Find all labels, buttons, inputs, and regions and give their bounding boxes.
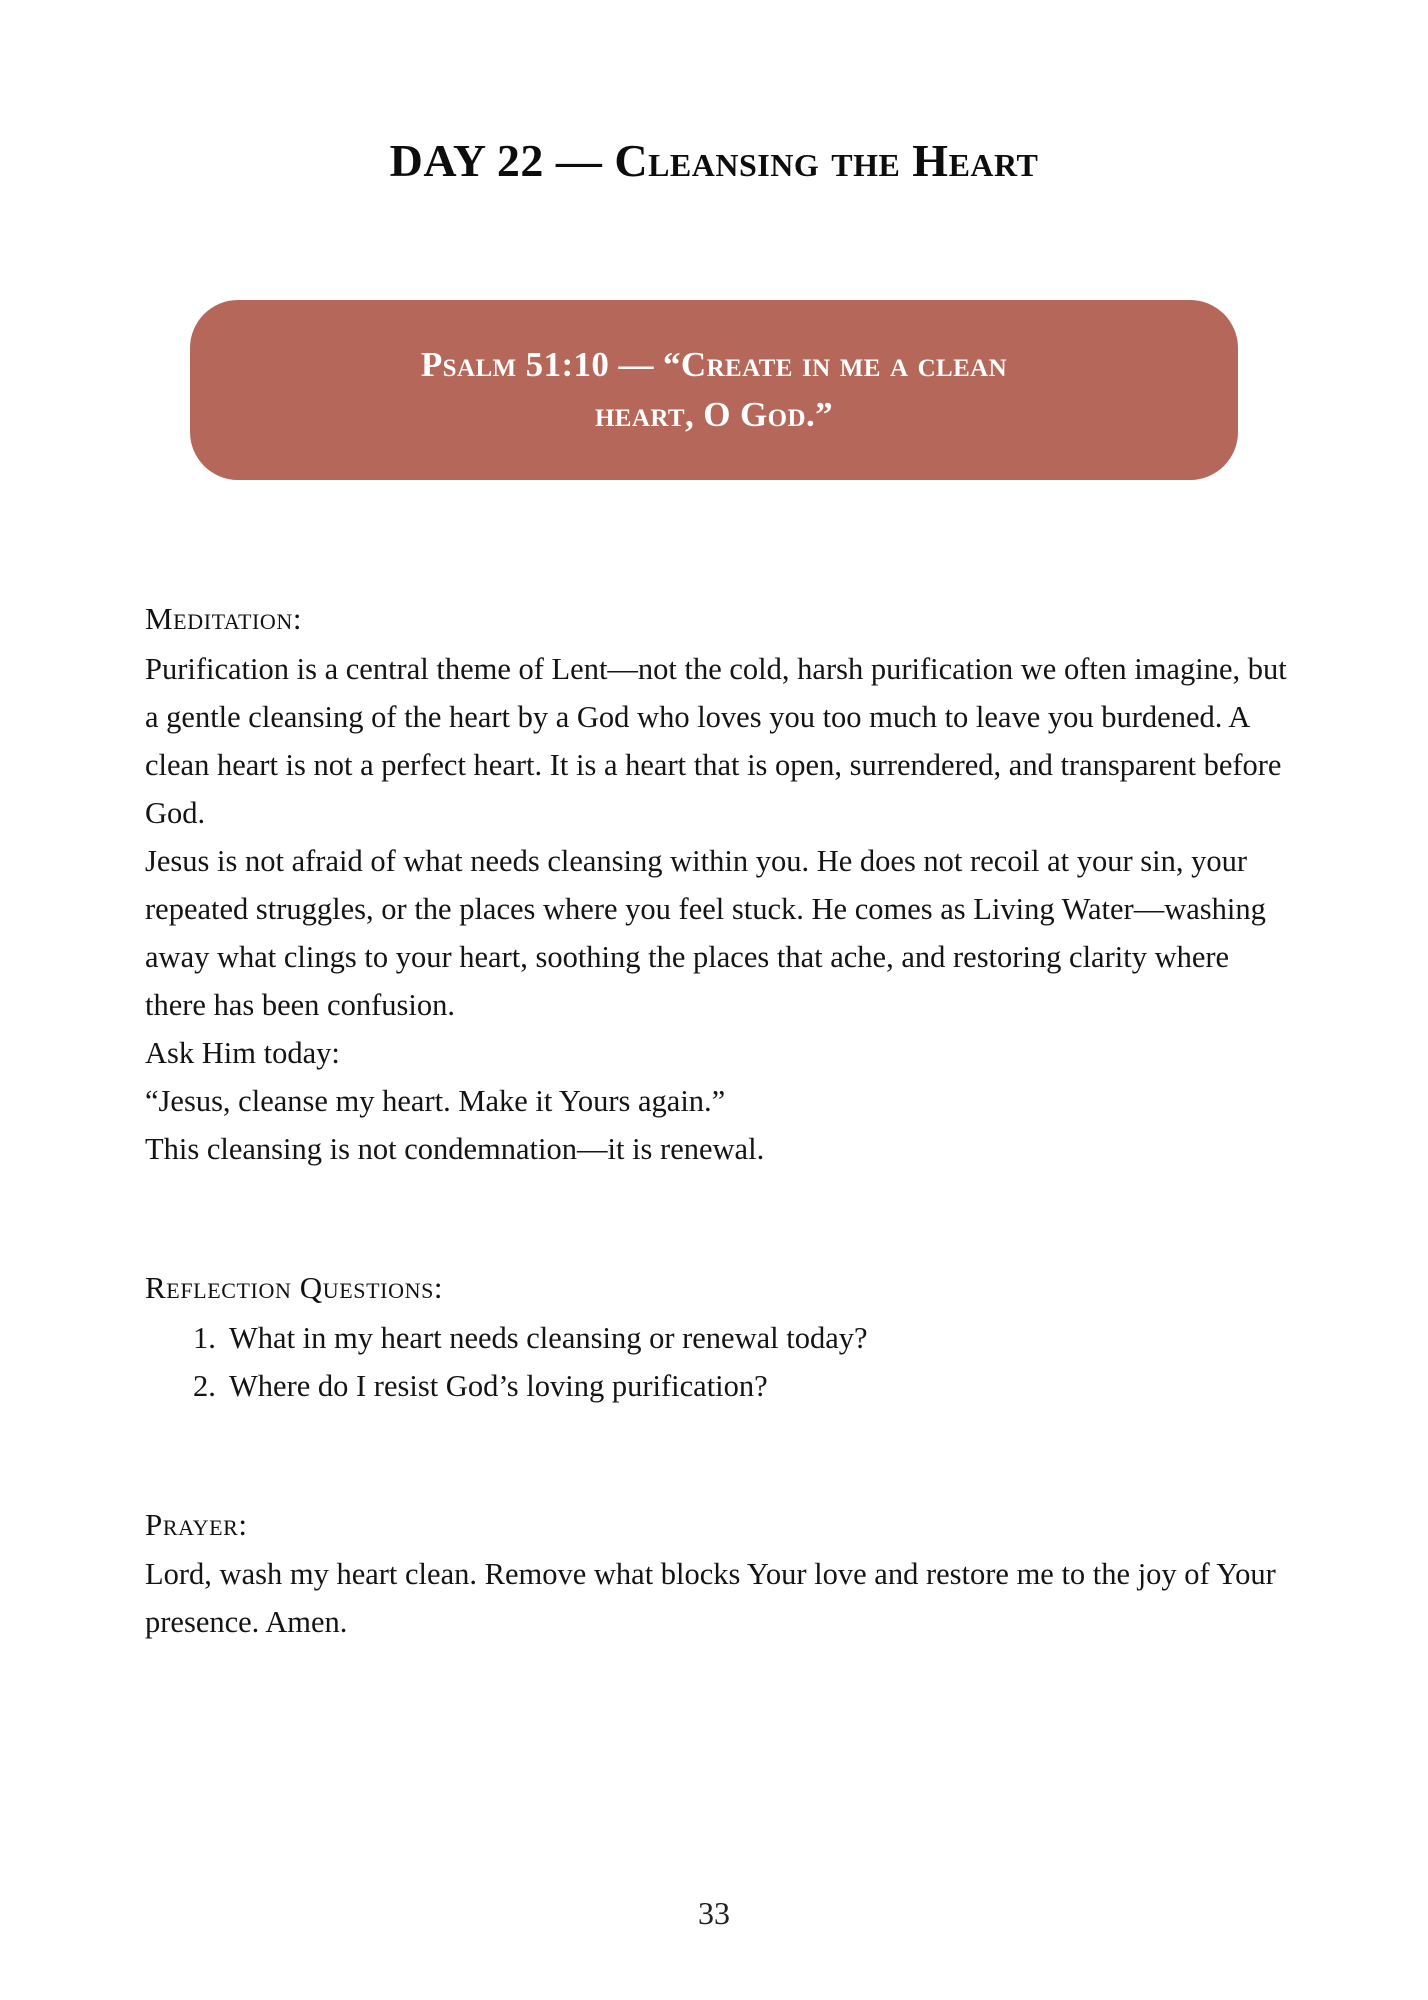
list-item [145, 1362, 1290, 1410]
prayer-text: Lord, wash my heart clean. Remove what blocks Your love and restore me to the joy of Your presence. Amen. [145, 1557, 1276, 1640]
verse-line-1: Psalm 51:10 — “Create in me a clean [420, 345, 1008, 385]
prayer-label: Prayer: [145, 1506, 248, 1542]
question-text: Where do I resist God’s loving purification? [229, 1368, 768, 1403]
section-spacer-meditation [145, 1173, 1290, 1269]
meditation-paragraph-2: Jesus is not afraid of what needs cleansing within you. He does not recoil at your sin, your repeated struggles, or the places where you feel stuck. He comes as Living Water—washing away what clings to your heart, soothing the places that ache, and restoring clarity where there has been confusion. [145, 843, 1266, 1022]
reflection-question-list [145, 1314, 1290, 1410]
question-text: What in my heart needs cleansing or renewal today? [229, 1320, 868, 1355]
reflection-label: Reflection Questions: [145, 1269, 444, 1305]
meditation-paragraph-3: Ask Him today: [145, 1035, 340, 1070]
verse-line-2: heart, O God.” [594, 395, 834, 434]
content-column [145, 600, 1290, 1646]
verse-text-block [421, 340, 1007, 439]
meditation-paragraph-5: This cleansing is not condemnation—it is renewal. [145, 1131, 765, 1166]
question-number: 1. [193, 1320, 216, 1355]
question-number: 2. [193, 1368, 216, 1403]
meditation-label: Meditation: [145, 601, 303, 636]
page-number: 33 [698, 1895, 730, 1931]
verse-callout-box [190, 300, 1238, 480]
meditation-paragraph-4: “Jesus, cleanse my heart. Make it Yours again.” [145, 1083, 726, 1118]
meditation-paragraph-1: Purification is a central theme of Lent—not the cold, harsh purification we often imagine, but a gentle cleansing of the heart by a God who loves you too much to leave you burdened. A clean heart is not a perfect heart. It is a heart that is open, surrendered, and transparent before God. [145, 651, 1287, 830]
section-spacer-reflection [145, 1410, 1290, 1506]
page-title: DAY 22 — Cleansing the Heart [389, 134, 1039, 186]
list-item [145, 1314, 1290, 1362]
